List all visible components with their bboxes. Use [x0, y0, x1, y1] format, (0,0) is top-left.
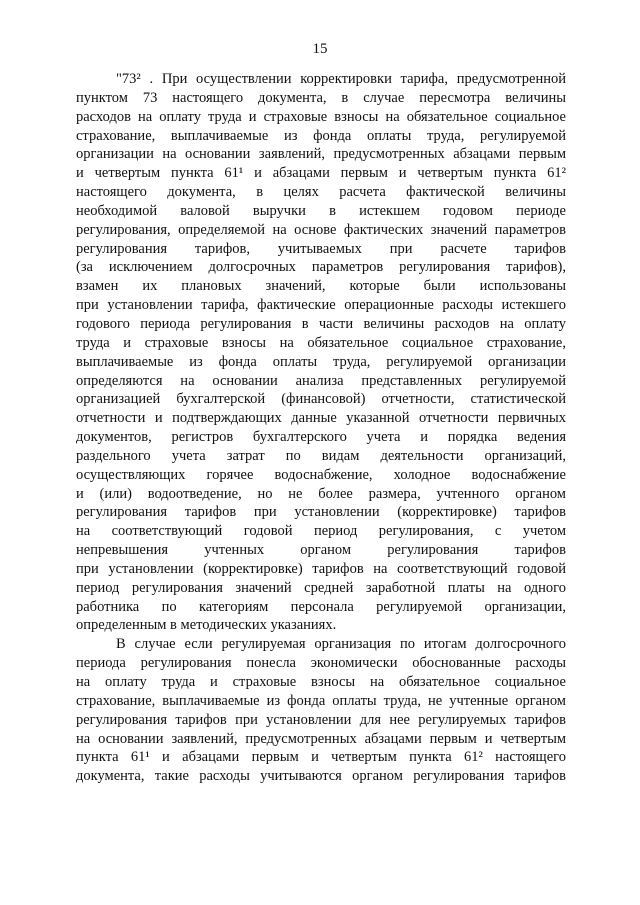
text-line: регулирования, определяемой на основе фактических значений параметров	[76, 221, 566, 238]
text-line: регулирования тарифов при установлении для нее регулируемых тарифов	[76, 711, 566, 728]
text-line: страхование, выплачиваемые из фонда оплаты труда, не учтенные органом	[76, 692, 566, 709]
paragraph-second	[76, 635, 566, 786]
text-line: период регулирования значений средней заработной платы на одного	[76, 579, 566, 596]
text-line: пункта 61¹ и абзацами первым и четвертым пункта 61² настоящего	[76, 749, 566, 766]
text-line: на основании заявлений, предусмотренных абзацами первым и четвертым	[76, 730, 566, 747]
text-line: труда и страховые взносы на обязательное социальное страхование,	[76, 334, 566, 351]
text-line: выплачиваемые из фонда оплаты труда, регулируемой организации	[76, 353, 566, 370]
text-line: расходов на оплату труда и страховые взносы на обязательное социальное	[76, 108, 566, 125]
text-line: организации на основании заявлений, предусмотренных абзацами первым	[76, 146, 566, 163]
text-line: документов, регистров бухгалтерского учета и порядка ведения	[76, 429, 566, 446]
text-line: документа, такие расходы учитываются органом регулирования тарифов	[76, 768, 566, 785]
text-line: непревышения учтенных органом регулирования тарифов	[76, 542, 566, 559]
text-line: регулирования тарифов, учитываемых при расчете тарифов	[76, 240, 566, 257]
text-line: при установлении (корректировке) тарифов на соответствующий годовой	[76, 560, 566, 577]
text-line: при установлении тарифа, фактические операционные расходы истекшего	[76, 297, 566, 314]
text-line: осуществляющих горячее водоснабжение, холодное водоснабжение	[76, 466, 566, 483]
text-line: пунктом 73 настоящего документа, в случае пересмотра величины	[76, 89, 566, 106]
text-line: необходимой валовой выручки в истекшем годовом периоде	[76, 202, 566, 219]
text-line: регулирования тарифов при установлении (корректировке) тарифов	[76, 504, 566, 521]
text-line: страхование, выплачиваемые из фонда оплаты труда, регулируемой	[76, 127, 566, 144]
text-line: настоящего документа, в целях расчета фактической величины	[76, 184, 566, 201]
document-body	[76, 70, 566, 786]
text-line: и (или) водоотведение, но не более размера, учтенного органом	[76, 485, 566, 502]
text-line: организацией бухгалтерской (финансовой) отчетности, статистической	[76, 391, 566, 408]
text-line: определенным в методических указаниях.	[76, 617, 337, 634]
text-line: и четвертым пункта 61¹ и абзацами первым и четвертым пункта 61²	[76, 165, 566, 182]
text-line: на соответствующий годовой период регулирования, с учетом	[76, 523, 566, 540]
text-line: определяются на основании анализа представленных регулируемой	[76, 372, 566, 389]
text-line: на оплату труда и страховые взносы на обязательное социальное	[76, 674, 566, 690]
text-line: (за исключением долгосрочных параметров регулирования тарифов),	[76, 259, 566, 276]
text-line: периода регулирования понесла экономически обоснованные расходы	[76, 655, 566, 672]
text-line: взамен их плановых значений, которые были использованы	[76, 278, 566, 295]
text-line: "73² . При осуществлении корректировки тарифа, предусмотренной	[116, 71, 566, 87]
text-line: В случае если регулируемая организация по итогам долгосрочного	[116, 636, 566, 653]
paragraph-73-2	[76, 70, 566, 635]
text-line: отчетности и подтверждающих данные указанной отчетности первичных	[76, 410, 566, 427]
text-line: работника по категориям персонала регулируемой организации,	[76, 598, 566, 615]
text-line: раздельного учета затрат по видам деятельности организаций,	[76, 447, 566, 464]
text-line: годового периода регулирования в части величины расходов на оплату	[76, 315, 566, 332]
page-number: 15	[312, 41, 328, 57]
